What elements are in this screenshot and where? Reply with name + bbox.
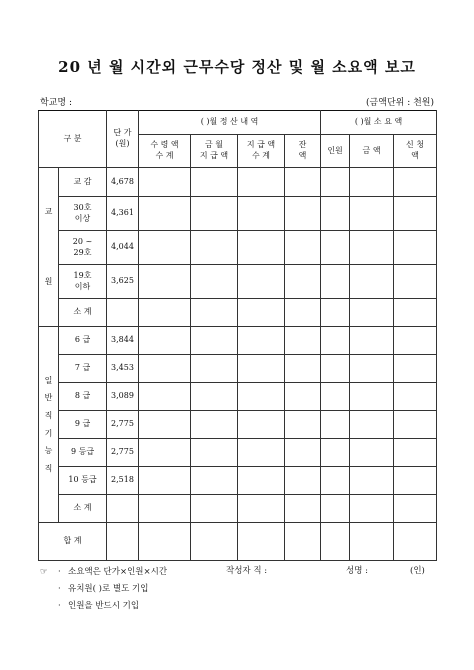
unit-price: 2,775 [107,411,139,439]
settlement-group-header: ( )월 정 산 내 역 [139,111,321,135]
table-row [39,383,437,411]
row-label: 8 급 [59,383,107,411]
table-row [39,355,437,383]
pointing-hand-icon: ☞ [40,567,48,577]
unit-price: 3,089 [107,383,139,411]
row-label: 20 ~ 29호 [59,231,107,265]
row-label: 소 계 [59,495,107,523]
unit-price [107,299,139,327]
school-name-label: 학교명 : [40,98,72,108]
signer-name-label: 성명 : [346,566,368,576]
table-row [39,439,437,467]
row-label: 19호 이하 [59,265,107,299]
unit-price [107,495,139,523]
row-label: 30호 이상 [59,197,107,231]
table-row [39,231,437,265]
note-item: 인원을 반드시 기입 [68,601,140,611]
col-month-paid: 금 월 지 급 액 [191,135,238,168]
unit-note: (금액단위 : 천원) [366,98,434,108]
table-row [39,168,437,197]
table-row [39,327,437,355]
report-table [38,110,437,561]
unit-price: 4,361 [107,197,139,231]
col-balance: 잔 액 [285,135,321,168]
notes [40,564,167,615]
unit-price: 2,518 [107,467,139,495]
bullet: · [58,584,61,594]
unit-price: 4,678 [107,168,139,197]
seal-mark: (인) [410,566,425,576]
table-row [39,197,437,231]
unit-price: 3,625 [107,265,139,299]
unit-price: 4,044 [107,231,139,265]
row-label: 9 급 [59,411,107,439]
row-label: 소 계 [59,299,107,327]
col-paid-sum: 지 급 액 수 계 [238,135,285,168]
col-request: 신 청 액 [394,135,437,168]
row-label: 9 등급 [59,439,107,467]
group-teachers: 교 원 [39,168,59,327]
group-general-staff: 일 반 직 기 능 직 [39,327,59,523]
bullet: · [58,601,61,611]
unit-price: 3,453 [107,355,139,383]
table-row [39,299,437,327]
row-label: 6 급 [59,327,107,355]
unit-price-header: 단 가 (원) [107,111,139,168]
col-headcount: 인원 [321,135,350,168]
row-label: 7 급 [59,355,107,383]
row-label: 교 감 [59,168,107,197]
table-row [39,467,437,495]
row-label: 10 등급 [59,467,107,495]
unit-price: 3,844 [107,327,139,355]
author-position-label: 작성자 직 : [226,566,268,576]
unit-price: 2,775 [107,439,139,467]
category-header: 구 분 [39,111,107,168]
total-label: 합 계 [39,523,107,561]
page-title: 20 년 월 시간외 근무수당 정산 및 월 소요액 보고 [58,58,416,76]
bullet: · [58,567,61,577]
col-amount: 금 액 [350,135,394,168]
table-row [39,495,437,523]
table-row [39,265,437,299]
note-item: 소요액은 단가×인원×시간 [68,567,168,577]
col-received-sum: 수 령 액 수 계 [139,135,191,168]
note-item: 유치원( )로 별도 기입 [68,584,149,594]
request-group-header: ( )월 소 요 액 [321,111,437,135]
table-row [39,411,437,439]
total-row [39,523,437,561]
